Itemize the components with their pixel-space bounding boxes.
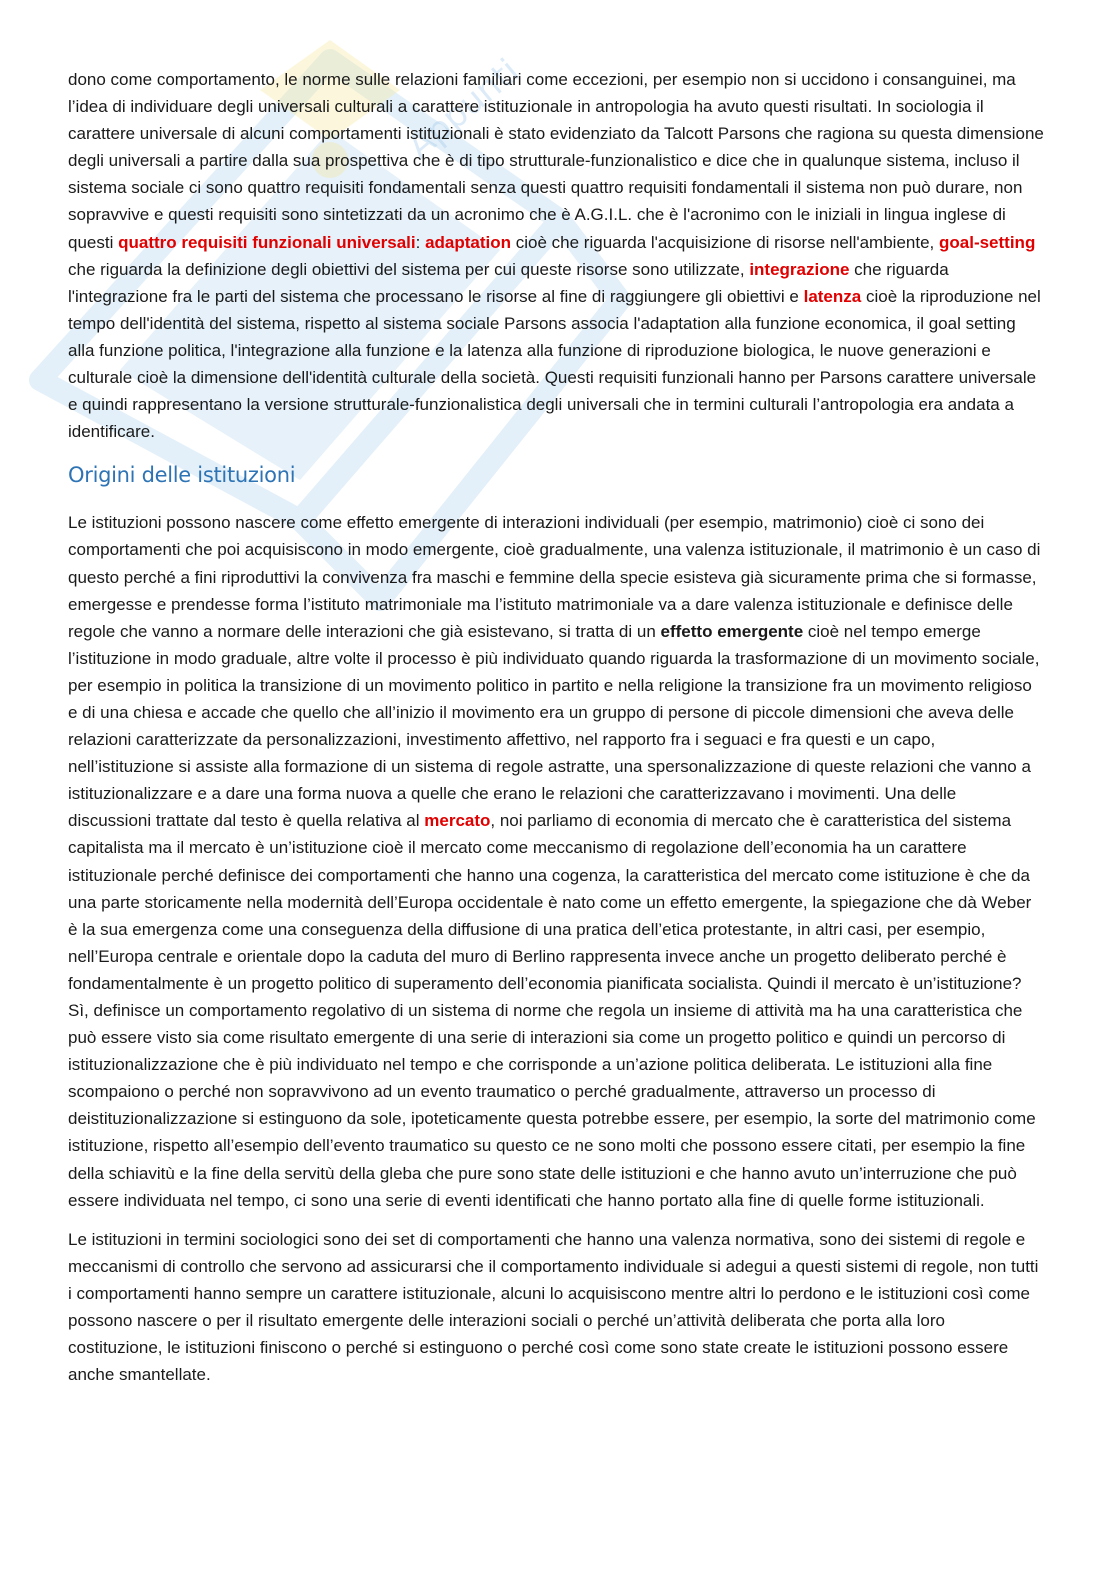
bold-term: effetto emergente — [660, 621, 804, 641]
text-run: , noi parliamo di economia di mercato che è caratteristica del sistema capitalista ma il mercato è un’istituzione cioè il mercato come meccanismo di regolazione dell’economia ha un carattere istituzionale perché definisce dei comportamenti che hanno una cogenza, la caratteristica del mercato come istituzione è che da una parte storicamente nella modernità dell’Europa occidentale è nato come un effetto emergente, la spiegazione che dà Weber è la sua emergenza come una conseguenza della diffusione di una pratica dell’etica protestante, in altri casi, per esempio, nell’Europa centrale e orientale dopo la caduta del muro di Berlino rappresenta invece anche un progetto deliberato perché è fondamentalmente è un progetto politico di superamento dell’economia pianificata socialista. Quindi il mercato è un’istituzione? Sì, definisce un comportamento regolativo di un sistema di norme che regola un insieme di attività ma ha una caratteristica che può essere visto sia come risultato emergente di una serie di interazioni sia come un progetto politico e quindi un percorso di istituzionalizzazione che è più individuato nel tempo e che corrisponde a un’azione politica deliberata. Le istituzioni alla fine scompaiono o perché non sopravvivono ad un evento traumatico o perché gradualmente, attraverso un processo di deistituzionalizzazione si estinguono da sole, ipoteticamente questa potrebbe essere, per esempio, la sorte del matrimonio come istituzione, rispetto all’esempio dell’evento traumatico su questo ce ne sono molti che possono essere citati, per esempio la fine della schiavitù e la fine della servitù della gleba che pure sono state delle istituzioni e che hanno avuto un’interruzione che può essere individuata nel tempo, ci sono una serie di eventi identificati che hanno portato alla fine di quelle forme istituzionali. — [68, 811, 1036, 1210]
text-run: dono come comportamento, le norme sulle relazioni familiari come eccezioni, per esempio non si uccidono i consanguinei, ma l’idea di individuare degli universali culturali a carattere istituzionale in antropologia ha avuto questi risultati. In sociologia il carattere universale di alcuni comportamenti istituzionali è stato evidenziato da Talcott Parsons che ragiona su questa dimensione degli universali a partire dalla sua prospettiva che è di tipo strutturale-funzionalistico e dice che in qualunque sistema, incluso il sistema sociale ci sono quattro requisiti fondamentali senza questi quattro requisiti fondamentali il sistema non può durare, non sopravvive e questi requisiti sono sintetizzati da un acronimo che è A.G.I.L. che è l'acronimo con le iniziali in lingua inglese di questi — [68, 70, 1044, 252]
text-run: che riguarda l'integrazione fra le parti del sistema che processano le risorse al fine di raggiungere gli obiettivi e — [68, 259, 949, 306]
page-content — [68, 66, 1044, 1400]
highlight-term: adaptation — [425, 232, 512, 252]
highlight-term: quattro requisiti funzionali universali — [118, 232, 416, 252]
text-run: cioè nel tempo emerge l’istituzione in modo graduale, altre volte il processo è più individuato quando riguarda la trasformazione di un movimento sociale, per esempio in politica la transizione di un movimento politico in partito e nella religione la transizione fra un movimento religioso e di una chiesa e accade che quello che all’inizio il movimento era un gruppo di persone di piccole dimensioni che aveva delle relazioni caratterizzate da personalizzazioni, investimento affettivo, nel rapporto fra i seguaci e fra questi e un capo, nell’istituzione si assiste alla formazione di un sistema di regole astratte, una spersonalizzazione di queste relazioni che vanno a istituzionalizzare e a dare una forma nuova a quelle che erano le relazioni che caratterizzavano i movimenti. Una delle discussioni trattate dal testo è quella relativa al — [68, 621, 1040, 831]
paragraph-parsons — [68, 66, 1044, 445]
text-run: cioè la riproduzione nel tempo dell'identità del sistema, rispetto al sistema sociale Parsons associa l'adaptation alla funzione economica, il goal setting alla funzione politica, l'integrazione alla funzione e la latenza alla funzione di riproduzione biologica, le nuove generazioni e culturale cioè la dimensione dell'identità culturale della società. Questi requisiti funzionali hanno per Parsons carattere universale e quindi rappresentano la versione strutturale-funzionalistica degli universali che in termini culturali l’antropologia era andata a identificare. — [68, 286, 1041, 442]
highlight-term: mercato — [424, 811, 491, 831]
text-run: : — [415, 232, 426, 252]
paragraph-origini — [68, 509, 1044, 1213]
paragraph-conclusione: Le istituzioni in termini sociologici sono dei set di comportamenti che hanno una valenza normativa, sono dei sistemi di regole e meccanismi di controllo che servono ad assicurarsi che il comportamento individuale si adegui a questi sistemi di regole, non tutti i comportamenti hanno sempre un carattere istituzionale, alcuni lo acquisiscono mentre altri lo perdono e le istituzioni così come possono nascere o per il risultato emergente delle interazioni sociali o perché un’attività deliberata che porta alla loro costituzione, le istituzioni finiscono o perché si estinguono o perché così come sono state create le istituzioni possono essere anche smantellate. — [68, 1229, 1039, 1385]
highlight-term: goal-setting — [939, 232, 1036, 252]
watermark-text: Appunti — [400, 51, 528, 167]
highlight-term: latenza — [803, 286, 862, 306]
text-run: Le istituzioni possono nascere come effetto emergente di interazioni individuali (per esempio, matrimonio) cioè ci sono dei comportamenti che poi acquisiscono in modo emergente, cioè gradualmente, una valenza istituzionale, il matrimonio è un caso di questo perché a fini riproduttivi la convivenza fra maschi e femmine della specie esisteva già sicuramente prima che si formasse, emergesse e prendesse forma l’istituto matrimoniale ma l’istituto matrimoniale va a dare valenza istituzionale e definisce delle regole che vanno a normare delle interazioni che già esistevano, si tratta di un — [68, 513, 1041, 641]
highlight-term: integrazione — [749, 259, 850, 279]
text-run: cioè che riguarda l'acquisizione di risorse nell'ambiente, — [511, 232, 939, 252]
text-run: che riguarda la definizione degli obiettivi del sistema per cui queste risorse sono utilizzate, — [68, 259, 750, 279]
section-heading: Origini delle istituzioni — [68, 463, 296, 488]
